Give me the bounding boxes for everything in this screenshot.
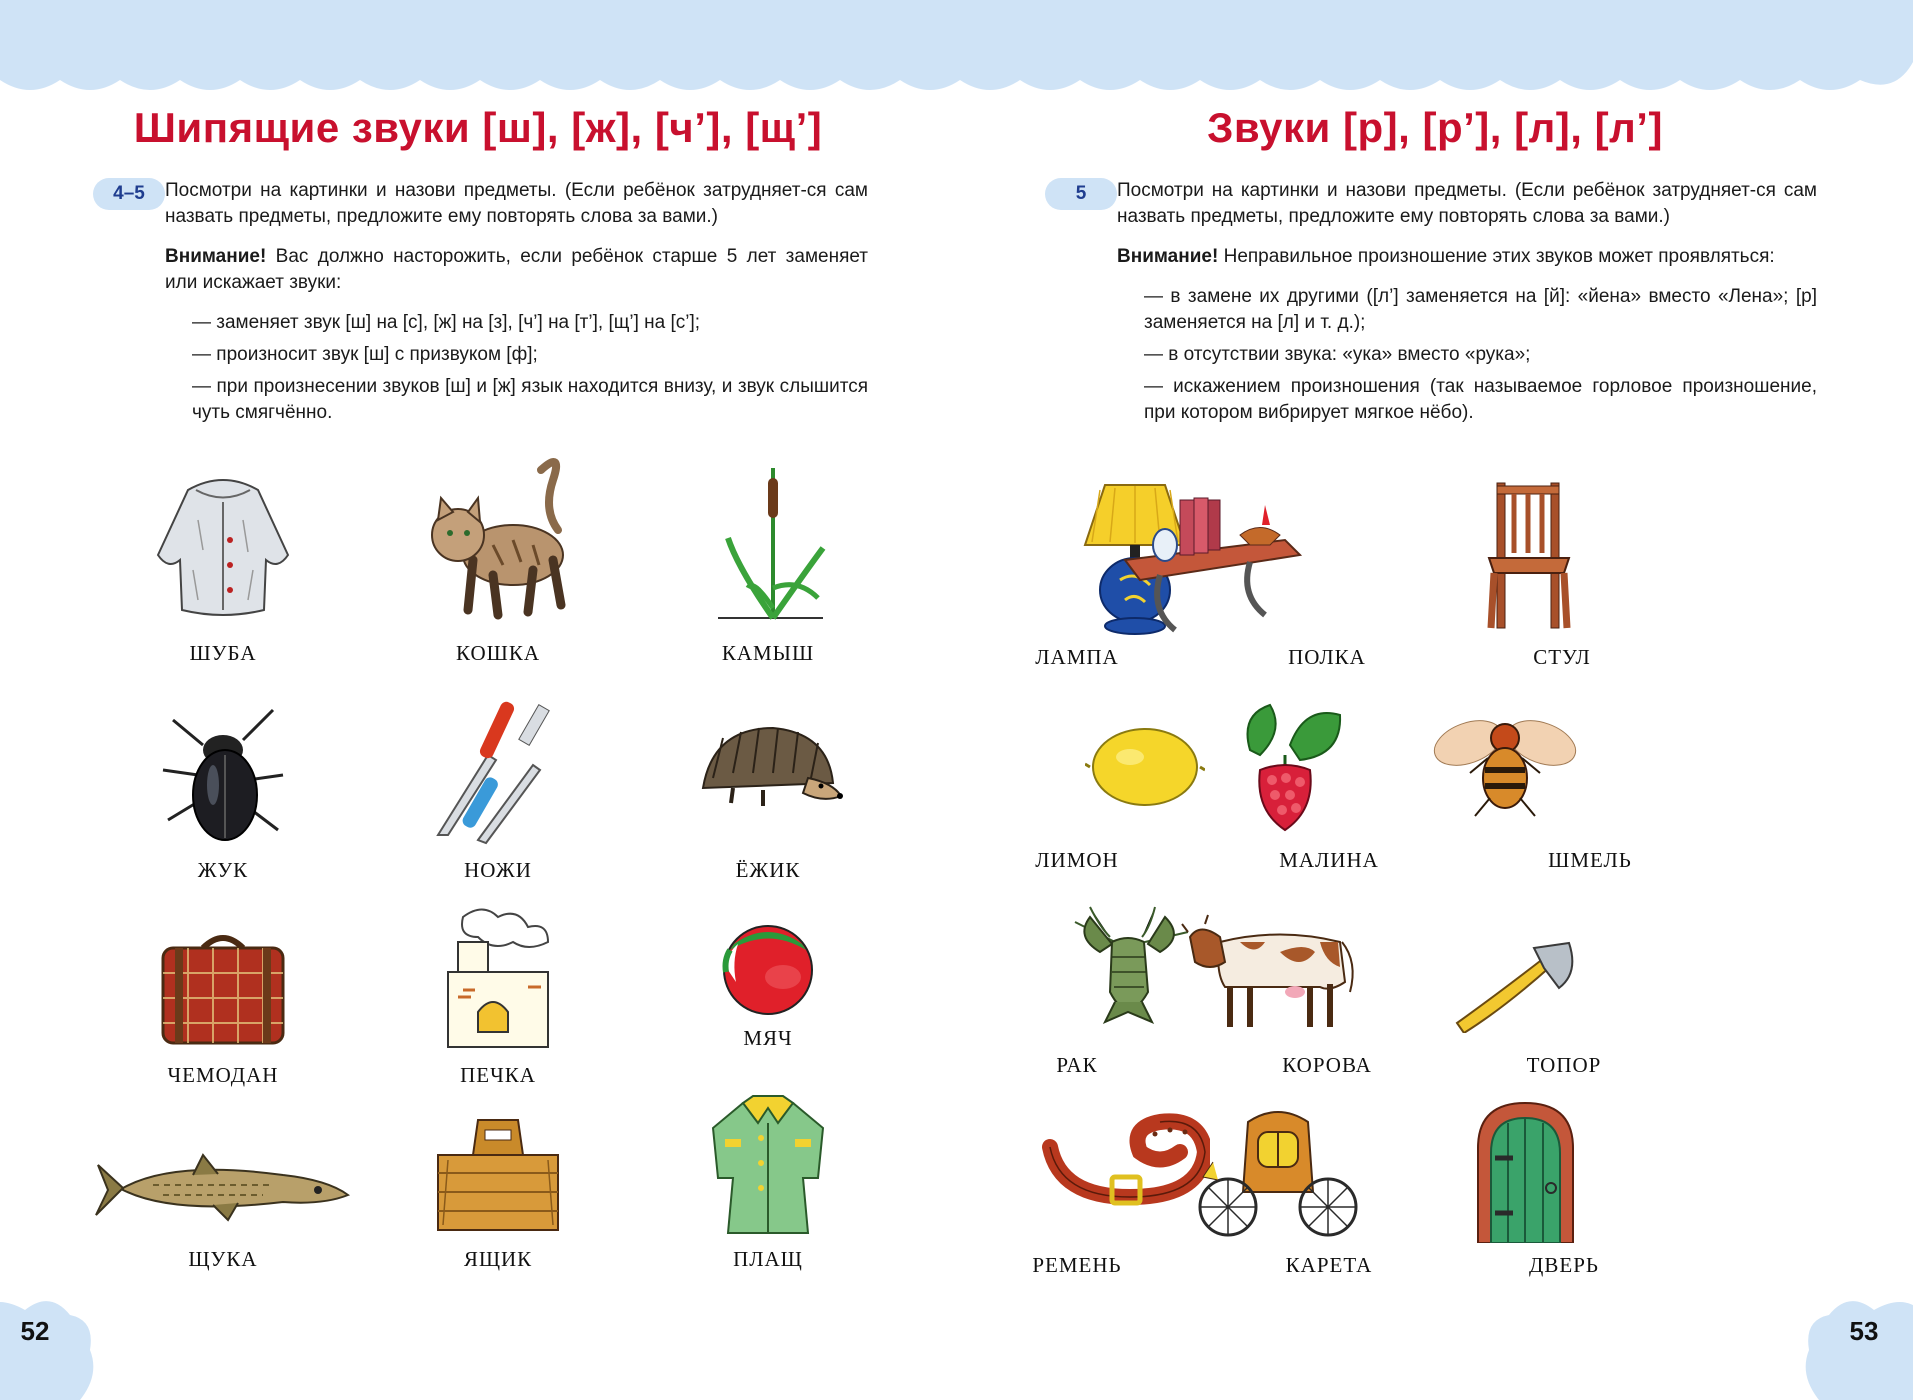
attention-text: Вас должно насторожить, если ребёнок старше 5 лет заменяет или искажает звуки:: [165, 246, 868, 293]
picture-shelf: [1092, 480, 1332, 640]
picture-bumblebee: [1385, 698, 1625, 818]
item-label: КАМЫШ: [721, 641, 815, 665]
page-number-cloud: [1799, 1290, 1913, 1400]
attention-label: Внимание!: [165, 246, 267, 267]
list-item: — заменяет звук [ш] на [с], [ж] на [з], [ч’] на [т’], [щ’] на [с’];: [192, 312, 701, 333]
picture-raspberry: [1170, 700, 1410, 835]
suitcase-icon: [153, 928, 293, 1048]
raspberry-icon: [1230, 700, 1350, 835]
item-label: КАРЕТА: [1285, 1253, 1373, 1277]
page-number: 53: [1849, 1316, 1879, 1346]
item-label: ЁЖИК: [735, 858, 801, 882]
item-label: ДВЕРЬ: [1529, 1253, 1599, 1277]
attention-label: Внимание!: [1117, 246, 1219, 267]
picture-hedgehog: [648, 718, 888, 813]
picture-knives: [378, 695, 618, 845]
item-label: ПОЛКА: [1288, 645, 1366, 669]
instruction-text: Посмотри на картинки и назови предметы. (Если ребёнок затрудняет-ся сам назвать предметы, предложите ему повторять слова за вами.): [165, 180, 868, 227]
item-label: ТОПОР: [1526, 1053, 1602, 1077]
ball-icon: [718, 922, 818, 1017]
item-label: ШУБА: [189, 641, 257, 665]
warning-list: [192, 310, 868, 426]
instruction-text: Посмотри на картинки и назови предметы. (Если ребёнок затрудняет-ся сам назвать предметы, предложите ему повторять слова за вами.): [1117, 180, 1817, 227]
page-number-cloud: [0, 1290, 100, 1400]
picture-door: [1405, 1098, 1645, 1243]
instruction-block: [165, 178, 868, 432]
item-label: СТУЛ: [1533, 645, 1591, 669]
item-label: ШМЕЛЬ: [1548, 848, 1632, 872]
page-title: Шипящие звуки [ш], [ж], [ч’], [щ’]: [133, 104, 823, 151]
right-page: [957, 0, 1913, 1388]
item-label: РЕМЕНЬ: [1032, 1253, 1122, 1277]
left-page: [0, 0, 956, 1388]
pike-icon: [93, 1150, 353, 1225]
knives-icon: [418, 695, 578, 845]
item-label: ПЕЧКА: [460, 1063, 536, 1087]
hedgehog-icon: [693, 718, 843, 813]
instruction-block: [1117, 178, 1817, 432]
picture-axe: [1394, 938, 1634, 1033]
list-item: — в отсутствии звука: «ука» вместо «рука»;: [1144, 344, 1531, 365]
page-number: 52: [20, 1316, 50, 1346]
warning-list: [1144, 284, 1817, 426]
list-item: — искажением произношения (так называемое горловое произношение, при котором вибрирует мягкое нёбо).: [1144, 376, 1817, 423]
list-item: — произносит звук [ш] с призвуком [ф];: [192, 344, 538, 365]
raincoat-icon: [703, 1088, 833, 1238]
attention-paragraph: [165, 244, 868, 296]
picture-fur-coat: [103, 460, 343, 620]
age-badge: 5: [1045, 178, 1117, 210]
item-label: КОШКА: [455, 641, 540, 665]
chair-icon: [1479, 478, 1579, 633]
picture-cow: [1150, 912, 1390, 1032]
cow-icon: [1180, 912, 1360, 1032]
attention-paragraph: [1117, 244, 1817, 270]
item-label: ЧЕМОДАН: [167, 1063, 279, 1087]
picture-reed: [648, 458, 888, 623]
attention-text: Неправильное произношение этих звуков может проявляться:: [1218, 246, 1775, 267]
item-label: КОРОВА: [1282, 1053, 1372, 1077]
carriage-icon: [1183, 1102, 1358, 1242]
list-item: — при произнесении звуков [ш] и [ж] язык находится внизу, и звук слышится чуть смягчённо.: [192, 376, 868, 423]
picture-toolbox: [378, 1115, 618, 1235]
picture-ball: [648, 922, 888, 1017]
item-label: ПЛАЩ: [733, 1247, 803, 1271]
fur-coat-icon: [148, 460, 298, 620]
picture-suitcase: [103, 928, 343, 1048]
picture-pike: [93, 1150, 333, 1225]
picture-chair: [1409, 478, 1649, 633]
reed-icon: [698, 458, 838, 623]
item-label: ЯЩИК: [463, 1247, 533, 1271]
bumblebee-icon: [1430, 698, 1580, 818]
item-label: МАЛИНА: [1279, 848, 1379, 872]
item-label: ЛАМПА: [1035, 645, 1119, 669]
picture-carriage: [1150, 1102, 1390, 1242]
toolbox-icon: [423, 1115, 573, 1235]
item-label: НОЖИ: [464, 858, 532, 882]
item-label: РАК: [1056, 1053, 1098, 1077]
axe-icon: [1449, 938, 1579, 1033]
age-badge: 4–5: [93, 178, 165, 210]
list-item: — в замене их другими ([л’] заменяется на [й]: «йена» вместо «Лена»; [р] заменяется на [л] и т. д.);: [1144, 286, 1817, 333]
picture-cat: [378, 450, 618, 625]
item-label: ЖУК: [197, 858, 249, 882]
cat-icon: [413, 450, 583, 625]
stove-icon: [423, 902, 573, 1052]
picture-stove: [378, 902, 618, 1052]
item-label: МЯЧ: [743, 1026, 793, 1050]
beetle-icon: [153, 700, 293, 845]
page-title: Звуки [р], [р’], [л], [л’]: [1207, 104, 1663, 151]
shelf-icon: [1120, 480, 1305, 640]
picture-beetle: [103, 700, 343, 845]
door-icon: [1473, 1098, 1578, 1243]
item-label: ЩУКА: [188, 1247, 258, 1271]
item-label: ЛИМОН: [1035, 848, 1119, 872]
picture-raincoat: [648, 1088, 888, 1238]
